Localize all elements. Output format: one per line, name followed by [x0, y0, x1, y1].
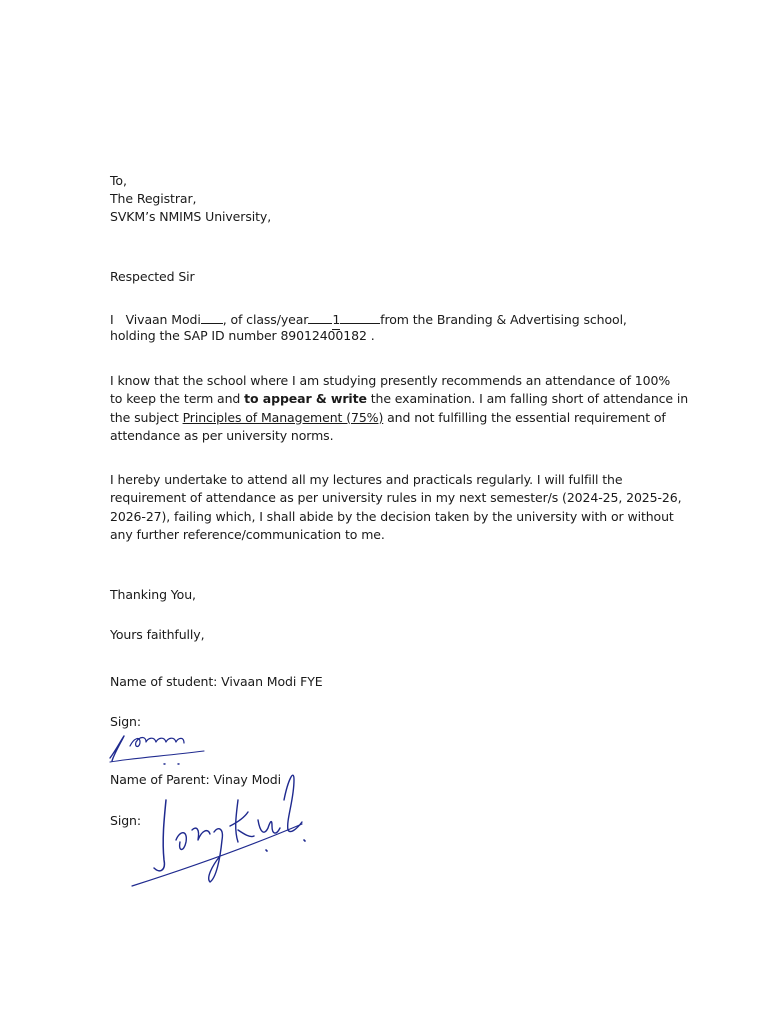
intro-sap-line: holding the SAP ID number 89012400182 . — [110, 328, 375, 343]
body1-line2-bold: to appear & write — [244, 391, 367, 407]
body-paragraph-1 — [110, 372, 689, 445]
student-sign-label: Sign: — [110, 714, 141, 729]
school-text: from the Branding & Advertising school, — [380, 312, 627, 327]
body1-line2-post: the examination. I am falling short of attendance in — [366, 391, 689, 407]
name-blank-line — [201, 310, 223, 324]
closing-thanks: Thanking You, — [110, 587, 196, 602]
parent-sign-label: Sign: — [110, 813, 141, 828]
parent-signature — [126, 760, 316, 890]
body1-line3-post: and not fulfilling the essential requirement of — [383, 409, 666, 425]
body-paragraph-2 — [110, 471, 682, 544]
body1-line2-pre: to keep the term and — [110, 391, 245, 407]
body1-line-3 — [110, 409, 666, 427]
student-name-fill: Vivaan Modi — [125, 312, 201, 327]
class-blank-line-left — [308, 310, 332, 324]
body1-line-2 — [110, 390, 689, 408]
address-to: To, — [110, 173, 127, 188]
student-name-line: Name of student: Vivaan Modi FYE — [110, 674, 323, 689]
body2-line-1: I hereby undertake to attend all my lectures and practicals regularly. I will fulfill the — [110, 472, 623, 487]
intro-pronoun: I — [110, 312, 114, 327]
body2-line-3: 2026-27), failing which, I shall abide by the decision taken by the university with or without — [110, 508, 674, 524]
salutation: Respected Sir — [110, 269, 195, 284]
closing-yours: Yours faithfully, — [110, 627, 205, 642]
address-recipient: The Registrar, — [110, 191, 197, 206]
body1-line-4: attendance as per university norms. — [110, 427, 334, 443]
body2-line-2: requirement of attendance as per university rules in my next semester/s (2024-25, 2025-26, — [110, 490, 682, 506]
class-blank-line-right — [340, 310, 380, 324]
class-label: , of class/year — [222, 312, 309, 327]
body2-line-4: any further reference/communication to me. — [110, 526, 385, 542]
subject-name: Principles of Management (75%) — [182, 409, 384, 425]
parent-name-line: Name of Parent: Vinay Modi — [110, 772, 282, 787]
body1-line-1: I know that the school where I am studying presently recommends an attendance of 100% — [110, 373, 671, 388]
class-year-fill: 1 — [332, 311, 340, 330]
address-institution: SVKM’s NMIMS University, — [110, 209, 272, 224]
body1-line3-pre: the subject — [110, 409, 183, 425]
